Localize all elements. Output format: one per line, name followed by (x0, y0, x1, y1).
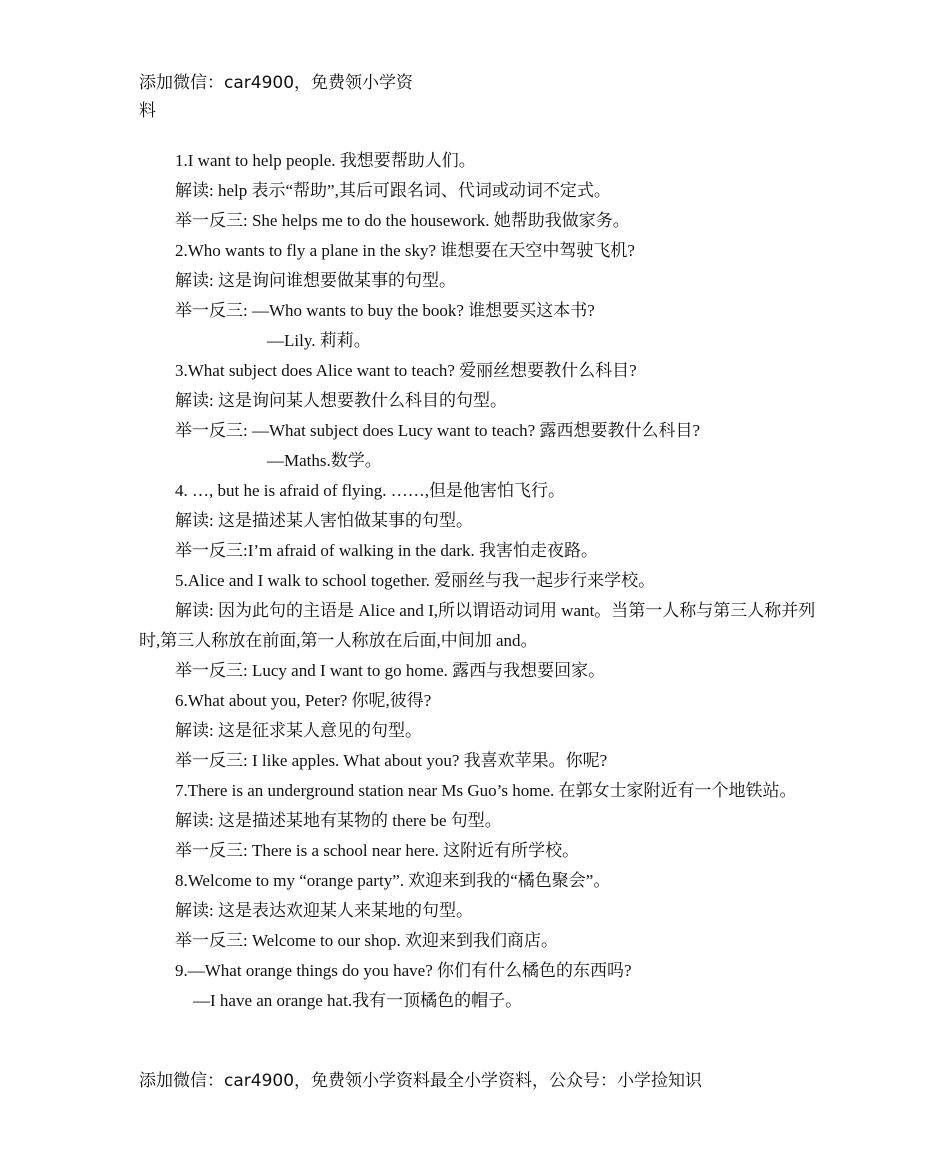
example-5: 举一反三: Lucy and I want to go home. 露西与我想要回家。 (175, 661, 606, 680)
header-line-2: 料 (139, 101, 156, 121)
example-1: 举一反三: She helps me to do the housework. 她帮助我做家务。 (175, 211, 630, 230)
example-2-answer: —Lily. 莉莉。 (267, 331, 371, 350)
explanation-7: 解读: 这是描述某地有某物的 there be 句型。 (175, 811, 502, 830)
explanation-6: 解读: 这是征求某人意见的句型。 (175, 721, 422, 740)
example-3: 举一反三: —What subject does Lucy want to teach? 露西想要教什么科目? (175, 421, 700, 440)
example-6: 举一反三: I like apples. What about you? 我喜欢苹果。你呢? (175, 751, 608, 770)
explanation-1: 解读: help 表示“帮助”,其后可跟名词、代词或动词不定式。 (175, 181, 611, 200)
sentence-2: 2.Who wants to fly a plane in the sky? 谁想要在天空中驾驶飞机? (175, 241, 635, 260)
example-8: 举一反三: Welcome to our shop. 欢迎来到我们商店。 (175, 931, 558, 950)
header-line-1: 添加微信：car4900，免费领小学资 (139, 73, 414, 93)
example-4: 举一反三:I’m afraid of walking in the dark. 我害怕走夜路。 (175, 541, 599, 560)
explanation-5: 解读: 因为此句的主语是 Alice and I,所以谓语动词用 want。当第一人称与第三人称并列时,第三人称放在前面,第一人称放在后面,中间加 and。 (139, 601, 816, 650)
sentence-6: 6.What about you, Peter? 你呢,彼得? (175, 691, 432, 710)
footer-watermark: 添加微信：car4900，免费领小学资料最全小学资料，公众号：小学捡知识 (139, 1071, 703, 1091)
explanation-3: 解读: 这是询问某人想要教什么科目的句型。 (175, 391, 507, 410)
sentence-5: 5.Alice and I walk to school together. 爱丽丝与我一起步行来学校。 (175, 571, 656, 590)
example-3-answer: —Maths.数学。 (267, 451, 382, 470)
sentence-9-answer: —I have an orange hat.我有一顶橘色的帽子。 (193, 991, 523, 1010)
sentence-7: 7.There is an underground station near Ms Guo’s home. 在郭女士家附近有一个地铁站。 (175, 781, 797, 800)
document-body (139, 146, 819, 1016)
sentence-9: 9.—What orange things do you have? 你们有什么橘色的东西吗? (175, 961, 632, 980)
sentence-1: 1.I want to help people. 我想要帮助人们。 (175, 151, 476, 170)
example-2: 举一反三: —Who wants to buy the book? 谁想要买这本书? (175, 301, 595, 320)
sentence-8: 8.Welcome to my “orange party”. 欢迎来到我的“橘色聚会”。 (175, 871, 611, 890)
example-7: 举一反三: There is a school near here. 这附近有所学校。 (175, 841, 580, 860)
sentence-3: 3.What subject does Alice want to teach? 爱丽丝想要教什么科目? (175, 361, 637, 380)
header-watermark (139, 69, 459, 125)
explanation-8: 解读: 这是表达欢迎某人来某地的句型。 (175, 901, 473, 920)
explanation-4: 解读: 这是描述某人害怕做某事的句型。 (175, 511, 473, 530)
sentence-4: 4. …, but he is afraid of flying. ……,但是他害怕飞行。 (175, 481, 566, 500)
explanation-2: 解读: 这是询问谁想要做某事的句型。 (175, 271, 456, 290)
